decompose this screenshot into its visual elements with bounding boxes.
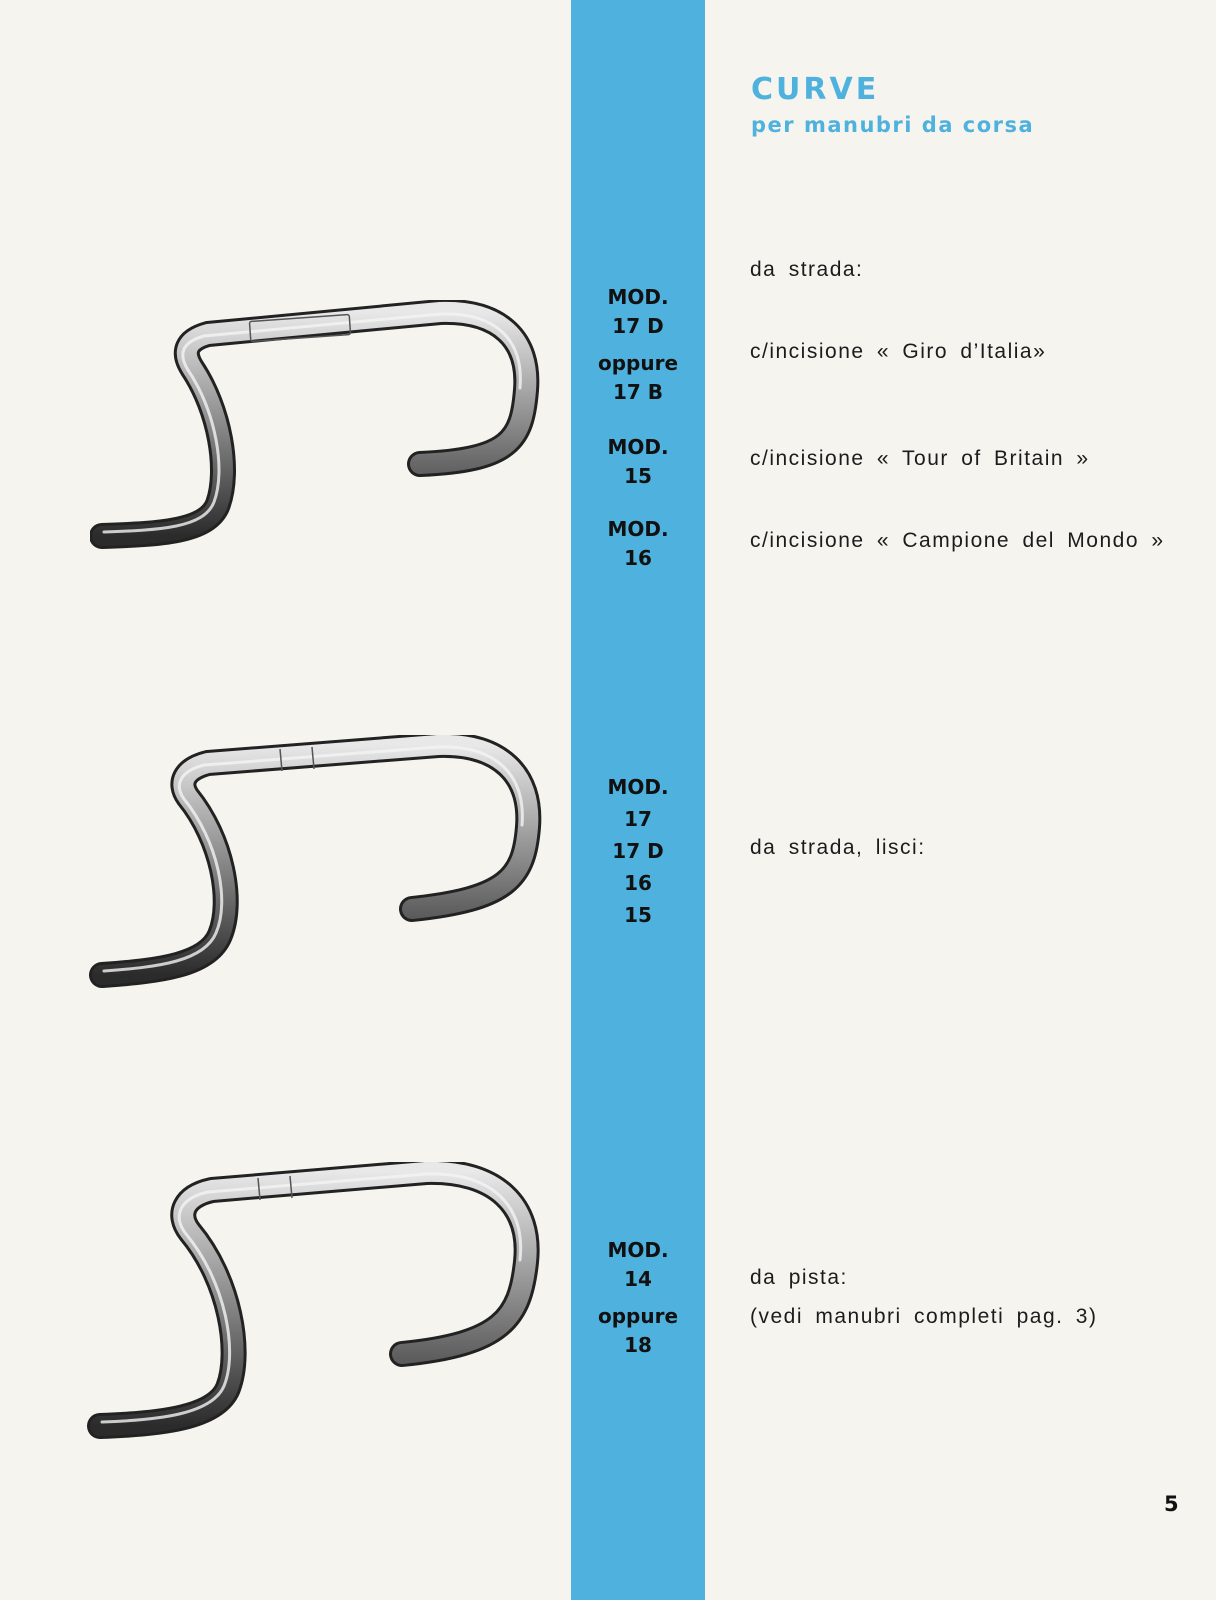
handlebar-image-engraved (90, 300, 550, 570)
model-number: 16 (624, 546, 652, 570)
handlebar-image-plain (88, 735, 548, 1005)
group1-row2-text: c/incisione « Tour of Britain » (750, 447, 1090, 470)
group1-intro: da strada: (750, 258, 864, 281)
group1-row1-models (571, 283, 705, 407)
group3-text: da pista: (750, 1266, 848, 1289)
handlebar-image-track (86, 1162, 546, 1452)
page-number: 5 (1164, 1492, 1179, 1516)
model-label: MOD. (607, 435, 669, 459)
group1-row3-text: c/incisione « Campione del Mondo » (750, 529, 1165, 552)
page-subtitle: per manubri da corsa (751, 113, 1035, 137)
page-title: CURVE (751, 72, 880, 107)
model-label: MOD. (607, 1238, 669, 1262)
group1-row2-models (571, 433, 705, 491)
model-alt-label: oppure (597, 1304, 679, 1328)
group1-row1-text: c/incisione « Giro d’Italia» (750, 340, 1047, 363)
model-number: 18 (624, 1333, 652, 1357)
model-number: 17 B (612, 380, 664, 404)
group2-models (571, 771, 705, 931)
model-number: 17 (624, 807, 652, 831)
model-number: 16 (624, 871, 652, 895)
model-number: 15 (624, 903, 652, 927)
group3-note: (vedi manubri completi pag. 3) (750, 1305, 1098, 1328)
group3-models (571, 1236, 705, 1360)
model-number: 17 D (612, 314, 664, 338)
model-label: MOD. (607, 517, 669, 541)
model-number: 15 (624, 464, 652, 488)
group2-text: da strada, lisci: (750, 836, 926, 859)
group1-row3-models (571, 515, 705, 573)
model-label: MOD. (607, 285, 669, 309)
model-number: 14 (624, 1267, 652, 1291)
model-label: MOD. (607, 775, 669, 799)
model-alt-label: oppure (597, 351, 679, 375)
model-number: 17 D (612, 839, 664, 863)
